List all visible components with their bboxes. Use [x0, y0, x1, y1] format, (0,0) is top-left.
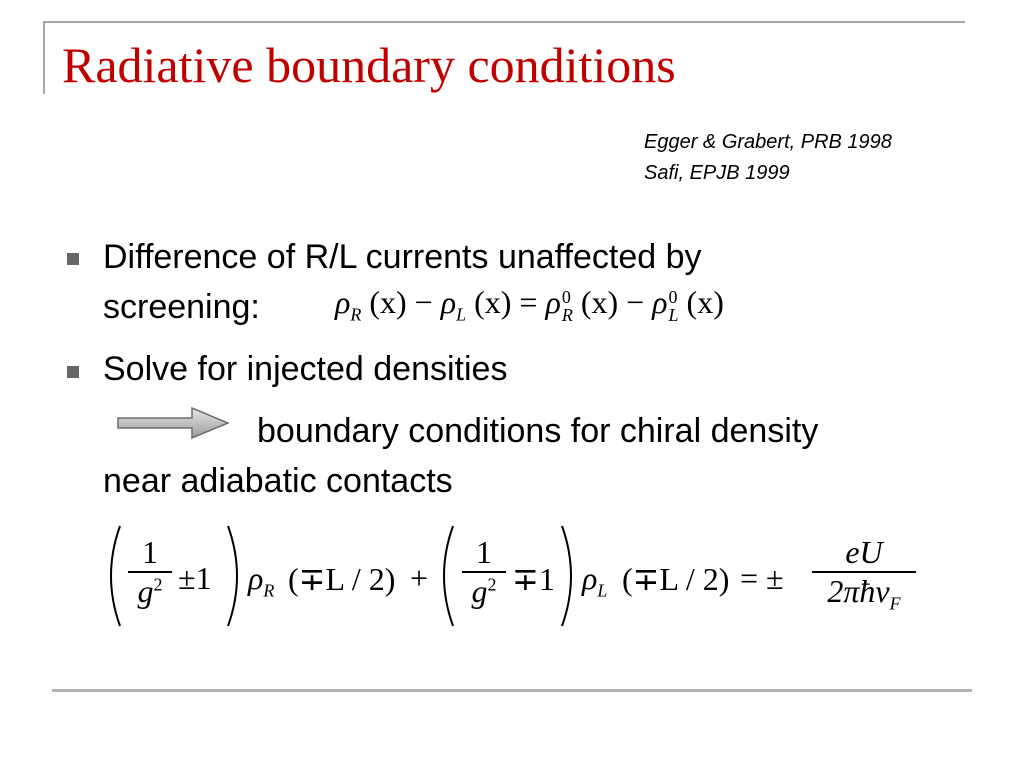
fraction-1-over-g2-a: 1 $g^2$ [128, 534, 172, 610]
right-arrow-icon [116, 405, 232, 441]
reference-1: Egger & Grabert, PRB 1998 [644, 131, 892, 153]
frame-left-line [43, 21, 45, 94]
fraction-1-over-g2-b: 1 $g^2$ [462, 534, 506, 610]
bullet-1-icon [67, 253, 79, 265]
continuation-line1: boundary conditions for chiral density [257, 412, 819, 450]
bullet-2-line1: Solve for injected densities [103, 350, 508, 388]
bullet-2-icon [67, 366, 79, 378]
bullet-1-line1: Difference of R/L currents unaffected by [103, 238, 702, 276]
frame-bottom-line [52, 689, 972, 692]
slide-title: Radiative boundary conditions [62, 37, 676, 93]
equation-current-difference: $\rho_R$ $(x) - \rho_L$ (x) = ρ 0 R (x) − ρ 0 L (x) [335, 284, 724, 325]
equation-boundary-condition: 1 $g^2$ ±1 $\rho_R$ (∓L / 2) + 1 $g^2$ ∓1 $\rho_L$ (∓L / 2) = ± eU 2πħv$_F$ [100, 520, 930, 632]
continuation-line2: near adiabatic contacts [103, 462, 453, 500]
frame-top-line [43, 21, 965, 23]
fraction-eU: eU 2πħv$_F$ [812, 534, 916, 614]
reference-2: Safi, EPJB 1999 [644, 162, 790, 184]
references [644, 127, 892, 189]
bullet-1-line2: screening: [103, 288, 260, 326]
